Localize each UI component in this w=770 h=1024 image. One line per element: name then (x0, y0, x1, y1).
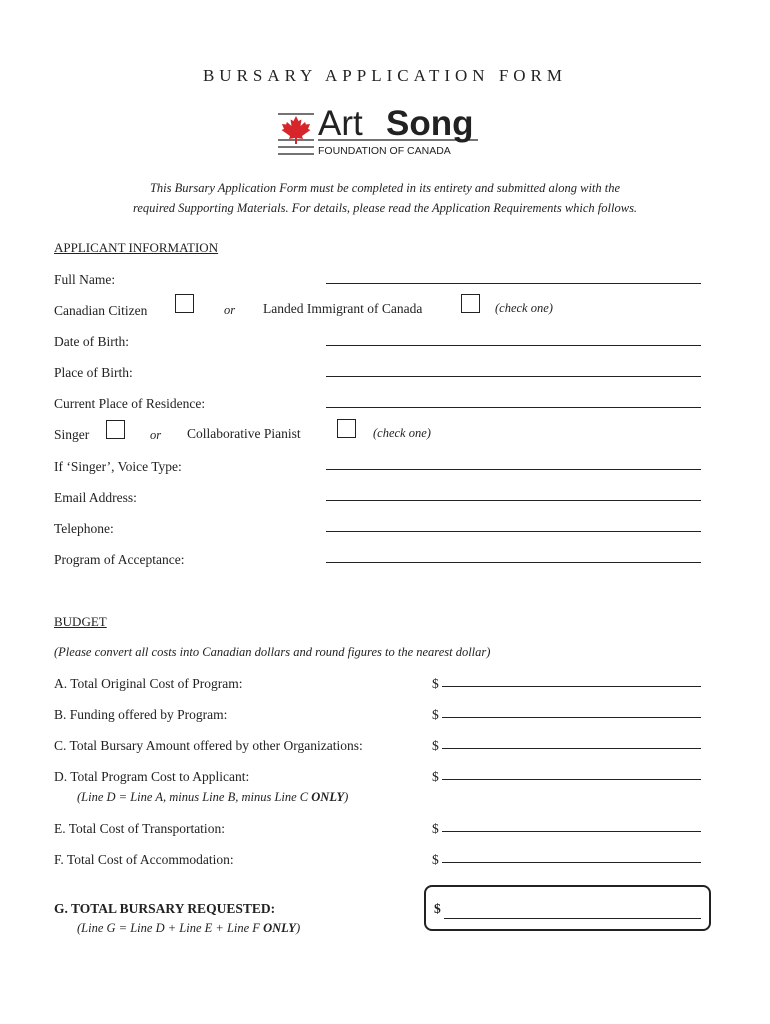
citizen-checkbox[interactable] (175, 294, 194, 313)
line-g-note (77, 921, 300, 936)
line-f-label: F. Total Cost of Accommodation: (54, 852, 234, 867)
voice-type-field[interactable] (326, 469, 701, 470)
line-d-field[interactable] (442, 779, 701, 780)
artsong-logo (278, 104, 498, 160)
pob-label: Place of Birth: (54, 365, 133, 380)
full-name-field[interactable] (326, 283, 701, 284)
line-d-note (77, 790, 348, 805)
form-title: BURSARY APPLICATION FORM (202, 66, 568, 85)
line-g-field[interactable] (444, 918, 701, 919)
program-label: Program of Acceptance: (54, 552, 185, 567)
residence-field[interactable] (326, 407, 701, 408)
line-g-label: G. TOTAL BURSARY REQUESTED: (54, 901, 276, 916)
logo-art-text: Art (318, 104, 363, 143)
budget-note: (Please convert all costs into Canadian dollars and round figures to the nearest dollar) (54, 645, 491, 659)
singer-label: Singer (54, 427, 90, 442)
line-d-label: D. Total Program Cost to Applicant: (54, 769, 250, 784)
line-f-currency: $ (432, 852, 439, 867)
logo-song-text: Song (386, 104, 474, 143)
line-b-field[interactable] (442, 717, 701, 718)
immigrant-checkbox[interactable] (461, 294, 480, 313)
line-c-currency: $ (432, 738, 439, 753)
full-name-label: Full Name: (54, 272, 116, 287)
dob-field[interactable] (326, 345, 701, 346)
line-d-note-only: ONLY (311, 790, 345, 804)
line-g-note-close: ) (295, 921, 301, 935)
pianist-label: Collaborative Pianist (187, 426, 301, 441)
logo-subtitle: FOUNDATION OF CANADA (318, 145, 451, 157)
logo-graphic (278, 104, 498, 160)
line-g-currency: $ (434, 901, 441, 916)
telephone-label: Telephone: (54, 521, 114, 536)
intro-line-1: This Bursary Application Form must be completed in its entirety and submitted along with the (149, 181, 621, 195)
email-field[interactable] (326, 500, 701, 501)
line-b-label: B. Funding offered by Program: (54, 707, 228, 722)
total-bursary-box (424, 885, 711, 931)
immigrant-label: Landed Immigrant of Canada (263, 301, 423, 316)
telephone-field[interactable] (326, 531, 701, 532)
line-a-currency: $ (432, 676, 439, 691)
residence-label: Current Place of Residence: (54, 396, 206, 411)
email-label: Email Address: (54, 490, 137, 505)
budget-heading: BUDGET (54, 614, 107, 629)
pianist-checkbox[interactable] (337, 419, 356, 438)
check-one-hint-1: (check one) (495, 301, 553, 315)
check-one-hint-2: (check one) (373, 426, 431, 440)
pob-field[interactable] (326, 376, 701, 377)
voice-type-label: If ‘Singer’, Voice Type: (54, 459, 182, 474)
line-e-currency: $ (432, 821, 439, 836)
line-b-currency: $ (432, 707, 439, 722)
line-e-field[interactable] (442, 831, 701, 832)
line-e-label: E. Total Cost of Transportation: (54, 821, 225, 836)
dob-label: Date of Birth: (54, 334, 129, 349)
line-g-note-text: (Line G = Line D + Line E + Line F (77, 921, 264, 935)
citizen-label: Canadian Citizen (54, 303, 148, 318)
line-g-note-only: ONLY (263, 921, 296, 935)
line-d-note-close: ) (344, 790, 349, 804)
intro-paragraph (60, 178, 710, 218)
singer-checkbox[interactable] (106, 420, 125, 439)
line-d-currency: $ (432, 769, 439, 784)
applicant-heading: APPLICANT INFORMATION (54, 240, 219, 255)
line-a-field[interactable] (442, 686, 701, 687)
line-f-field[interactable] (442, 862, 701, 863)
line-c-field[interactable] (442, 748, 701, 749)
or-text-2: or (150, 428, 162, 442)
or-text-1: or (224, 303, 236, 317)
intro-line-2: required Supporting Materials. For details, please read the Application Requirements which follows. (132, 201, 638, 215)
program-field[interactable] (326, 562, 701, 563)
line-a-label: A. Total Original Cost of Program: (54, 676, 243, 691)
line-c-label: C. Total Bursary Amount offered by other Organizations: (54, 738, 363, 753)
line-d-note-text: (Line D = Line A, minus Line B, minus Line C (77, 790, 312, 804)
